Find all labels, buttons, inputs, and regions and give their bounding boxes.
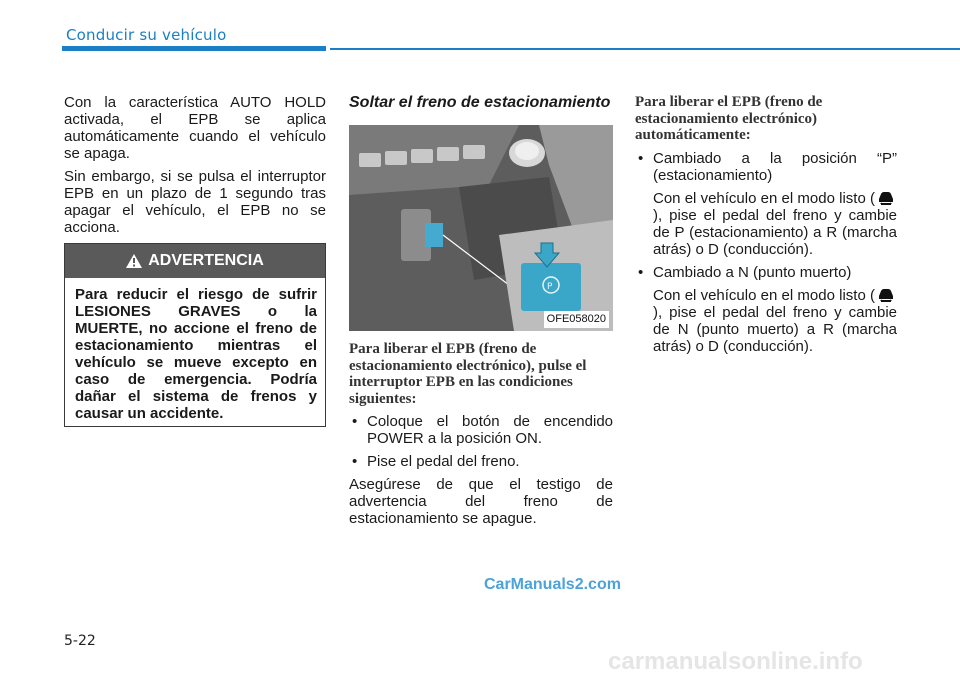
sub2-text-b: ), pise el pedal del freno y cambie de N (punto muerto) a R (marcha atrás) o D (conducción). <box>653 303 897 355</box>
epb-switch-photo <box>349 125 613 331</box>
photo-caption: OFE058020 <box>544 311 609 328</box>
sub-paragraph-p <box>635 190 897 258</box>
warning-title: ADVERTENCIA <box>148 252 264 269</box>
auto-release-list <box>635 150 897 184</box>
watermark-top[interactable]: CarManuals2.com <box>484 576 621 593</box>
section-title: Conducir su vehículo <box>66 26 227 44</box>
warning-box <box>64 243 326 427</box>
warning-header <box>65 244 325 278</box>
watermark-bottom[interactable]: carmanualsonline.info <box>608 648 863 675</box>
car-ready-icon <box>877 191 895 205</box>
header-rule-thin <box>330 48 960 50</box>
auto-release-list-2 <box>635 264 897 281</box>
warning-text: Para reducir el riesgo de sufrir LESIONES GRAVES o la MUERTE, no accione el freno de estacionamiento mientras el vehículo se mueve excepto en caso de emergencia. Podría dañar el sistema de frenos y causar un accidente. <box>75 286 317 422</box>
list-item: • Cambiado a la posición “P” (estacionamiento) <box>635 150 897 184</box>
warning-triangle-icon <box>126 254 142 268</box>
list-item: • Cambiado a N (punto muerto) <box>635 264 897 281</box>
column-3 <box>635 94 897 361</box>
car-ready-icon <box>877 288 895 302</box>
svg-text:P: P <box>547 282 553 292</box>
console-illustration <box>349 125 613 331</box>
list-item: • Coloque el botón de encendido POWER a la posición ON. <box>349 413 613 447</box>
sub-paragraph-n <box>635 287 897 355</box>
conditions-list <box>349 413 613 470</box>
header-rule-thick <box>62 46 326 51</box>
release-heading: Soltar el freno de estacionamiento <box>349 94 611 111</box>
release-conditions-heading: Para liberar el EPB (freno de estacionamiento electrónico), pulse el interruptor EPB en las condiciones siguientes: <box>349 341 587 407</box>
auto-release-heading: Para liberar el EPB (freno de estacionamiento electrónico) automáticamente: <box>635 94 823 143</box>
column-2 <box>349 94 613 533</box>
list-item: • Pise el pedal del freno. <box>349 453 613 470</box>
sub1-text-a: Con el vehículo en el modo listo ( <box>653 189 875 207</box>
paragraph-auto-hold: Con la característica AUTO HOLD activada, el EPB se aplica automáticamente cuando el vehículo se apaga. <box>64 94 326 162</box>
paragraph-epb-switch: Sin embargo, si se pulsa el interruptor EPB en un plazo de 1 segundo tras apagar el vehículo, el EPB no se acciona. <box>64 168 326 236</box>
page-number: 5-22 <box>64 633 96 649</box>
sub2-text-a: Con el vehículo en el modo listo ( <box>653 286 875 304</box>
paragraph-warning-light: Asegúrese de que el testigo de advertencia del freno de estacionamiento se apague. <box>349 476 613 527</box>
column-1 <box>64 94 326 242</box>
sub1-text-b: ), pise el pedal del freno y cambie de P (estacionamiento) a R (marcha atrás) o D (conducción). <box>653 206 897 258</box>
